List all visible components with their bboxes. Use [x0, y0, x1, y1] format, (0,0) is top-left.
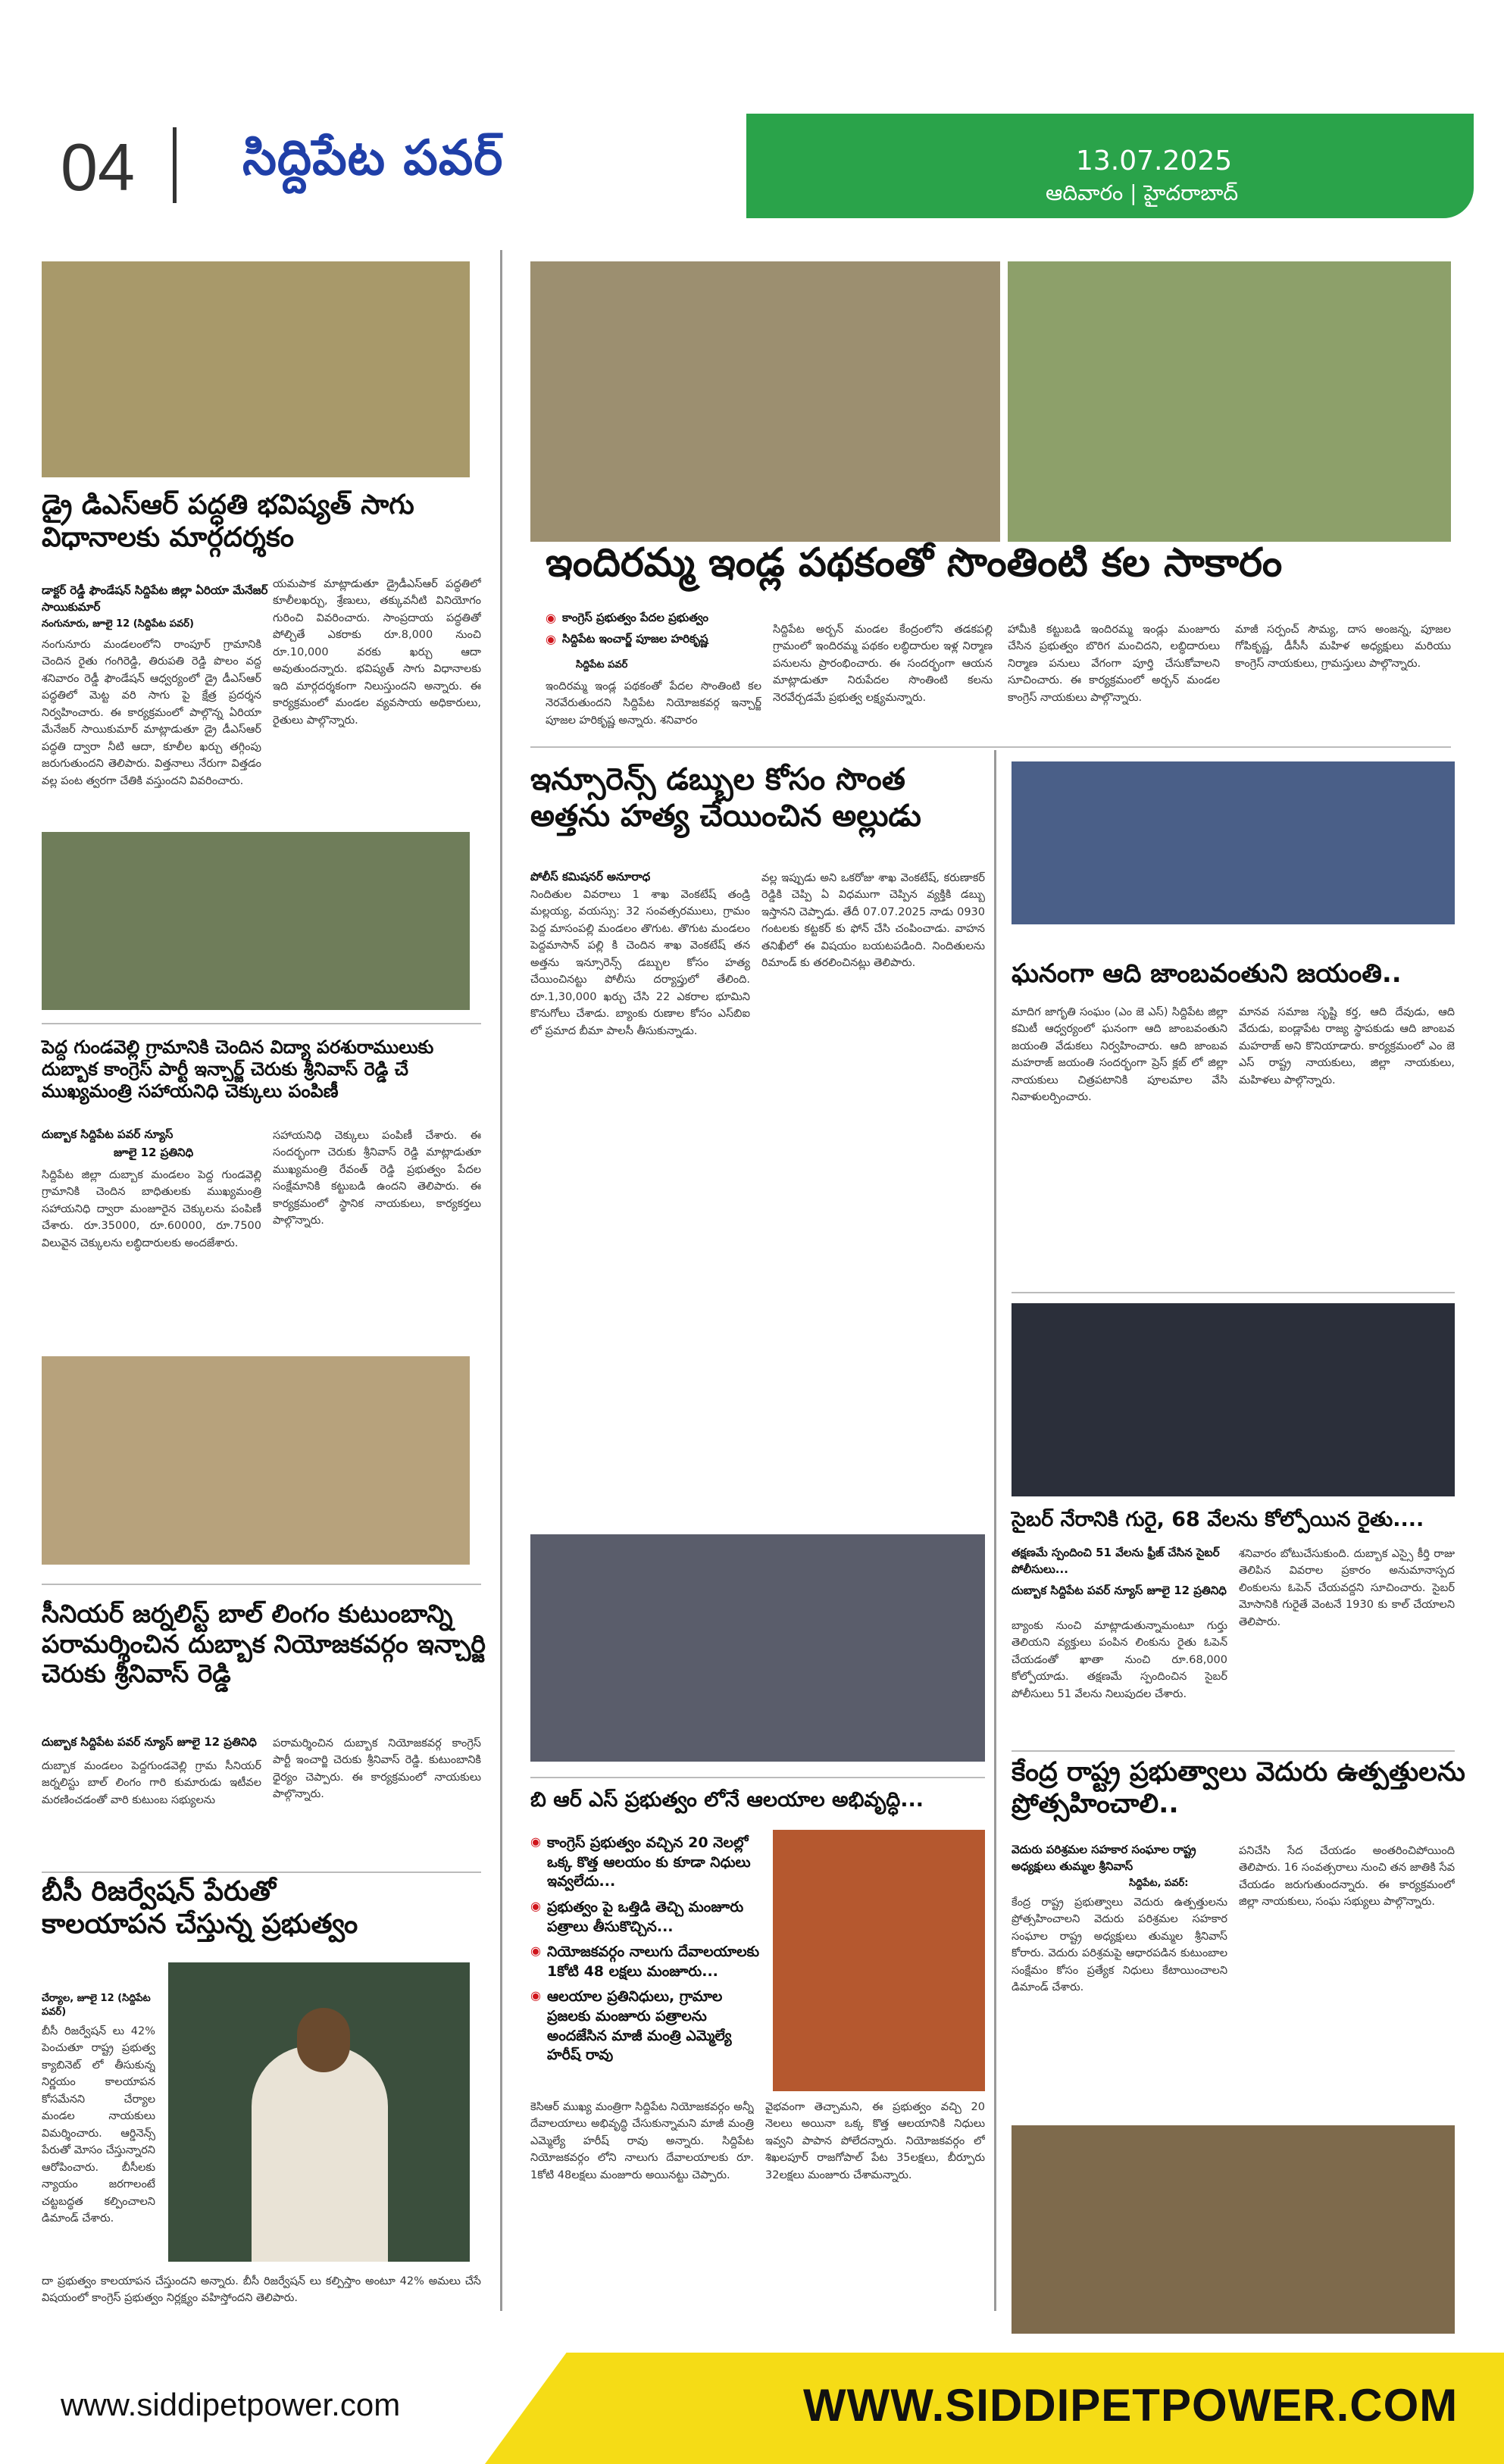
dateline-pedda: జూలై 12 ప్రతినిధి [114, 1146, 194, 1159]
indiramma-bullets [546, 610, 773, 653]
body-journalist-right: పరామర్శించిన దుబ్బాక నియోజకవర్గ కాంగ్రెస్ పార్టీ ఇంచార్జి చెరుకు శ్రీనివాస్ రెడ్డి. కుటుంబానికి ధైర్యం చెప్పారు. ఈ కార్యక్రమంలో నాయకులు పాల్గొన్నారు. [273, 1737, 481, 1801]
section-rule [42, 1023, 481, 1024]
header [0, 0, 1504, 114]
byline-cyber: దుబ్బాక సిద్దిపేట పవర్ న్యూస్ జూలై 12 ప్రతినిధి [1012, 1584, 1227, 1597]
body-indiramma-2: సిద్దిపేట అర్బన్ మండల కేంద్రంలోని తడకపల్లి గ్రామంలో ఇందిరమ్మ పథకం లబ్ధిదారుల ఇళ్ల నిర్మాణ పనులను ప్రారంభించారు. ఈ సందర్భంగా ఆయన మాట్లాడుతూ నిరుపేదల సొంతింటి కలను నెరవేర్చడమే ప్రభుత్వ లక్ష్యమన్నారు. [773, 624, 993, 704]
brs-bullets [530, 1834, 765, 2072]
section-rule [530, 746, 1451, 748]
headline-pedda: పెద్ద గుండవెల్లి గ్రామానికి చెందిన విద్యా పరశురాములుకు దుబ్బాక కాంగ్రెస్ పార్టీ ఇన్చార్జ్ చెరుకు శ్రీనివాస్ రెడ్డి చే ముఖ్యమంత్రి సహాయనిధి చెక్కులు పంపిణీ [42, 1037, 434, 1102]
body-insurance-2: వల్ల ఇప్పుడు అని ఒకరోజు శాఖ వెంకటేష్, కరుణాకర్ రెడ్డికి చెప్పి ఏ విధముగా చెప్పిన వ్యక్తికి డబ్బు ఇస్తానని చెప్పాడు. తేదీ 07.07.2025 నాడు 0930 గంటలకు కట్టకర్ కు ఫోన్ చేసి చంపించాడు. వాహన తనిఖీలో ఈ విషయం బయటపడింది. నిందితులను రిమాండ్ కు తరలించినట్లు తెలిపారు. [761, 872, 985, 970]
field-demo-photo [42, 832, 470, 1010]
body-bc: బీసీ రిజర్వేషన్ లు 42% పెంచుతూ రాష్ట్ర ప్రభుత్వ క్యాబినెట్ లో తీసుకున్న నిర్ణయం కాలయాపన కోసమేనని చేర్యాల మండల నాయకులు విమర్శించారు. ఆర్డినెన్స్ పేరుతో మోసం చేస్తున్నారని ఆరోపించారు. బీసీలకు న్యాయం జరగాలంటే చట్టబద్ధత కల్పించాలని డిమాండ్ చేశారు. [42, 2025, 155, 2225]
dateline-bamboo: సిద్దిపేట, పవర్: [1129, 1878, 1189, 1889]
speaker-head [297, 2008, 350, 2072]
dateline-indiramma: సిద్దిపేట పవర్ [576, 659, 628, 671]
dateline-bc: చేర్యాల, జూలై 12 (సిద్దిపేట పవర్) [42, 1993, 151, 2018]
indiramma-photo-2 [1008, 261, 1451, 542]
headline-cyber: సైబర్ నేరానికి గురై, 68 వేలను కోల్పోయిన రైతు.... [1012, 1508, 1424, 1531]
bullet-item: ◉ ఆలయాల ప్రతినిధులు, గ్రామాల ప్రజలకు మంజూరు పత్రాలను అందజేసిన మాజీ మంత్రి ఎమ్మెల్యే హరీష్ రావు [530, 1987, 765, 2065]
page-number-divider [173, 127, 177, 203]
section-rule [42, 1584, 481, 1585]
body-dsr-right: యమపాక మాట్లాడుతూ డ్రైడీఎస్ఆర్ పద్ధతిలో కూలీలఖర్చు, శ్రేణులు, తక్కువనీటి వినియోగం గురించి వివరించారు. సాంప్రదాయ పద్ధతితో పోల్చితే ఎకరాకు రూ.8,000 నుంచి రూ.10,000 వరకు ఖర్చు ఆదా అవుతుందన్నారు. భవిష్యత్ సాగు విధానాలకు ఇది మార్గదర్శకంగా నిలుస్తుందని అన్నారు. ఈ కార్యక్రమంలో మండల వ్యవసాయ అధికారులు, రైతులు పాల్గొన్నారు. [273, 578, 481, 727]
jayanti-group-photo [1012, 761, 1455, 924]
section-rule [530, 1777, 985, 1778]
indiramma-photo-1 [530, 261, 1000, 542]
byline-journalist: దుబ్బాక సిద్దిపేట పవర్ న్యూస్ జూలై 12 ప్రతినిధి [42, 1735, 257, 1749]
body-brs-1: కెసిఆర్ ముఖ్య మంత్రిగా సిద్దిపేట నియోజకవర్గం అన్నీ దేవాలయాలు అభివృద్ధి చేసుకున్నామని మాజీ మంత్రి ఎమ్మెల్యే హరీష్ రావు అన్నారు. సిద్దిపేట నియోజకవర్గం లోని నాలుగు దేవాలయాలకు రూ. 1కోటి 48లక్షలు మంజూరు అయినట్టు చెప్పారు. [530, 2101, 754, 2181]
column-divider [500, 250, 502, 2311]
page-number: 04 [61, 130, 135, 205]
headline-brs: బి ఆర్ ఎస్ ప్రభుత్వం లోనే ఆలయాల అభివృద్ధి... [530, 1788, 924, 1812]
section-rule [42, 1871, 481, 1873]
body-dsr-left: నంగునూరు మండలంలోని రాంపూర్ గ్రామానికి చెందిన రైతు గంగిరెడ్డి, తిరుపతి రెడ్డి పొలం వద్ద శనివారం రెడ్డీ ఫౌండేషన్ ఆధ్వర్యంలో డ్రై డీఎస్ఆర్ పద్ధతిలో మెట్ట వరి సాగు పై క్షేత్ర ప్రదర్శన నిర్వహించారు. ఈ కార్యక్రమంలో పాల్గొన్న ఏరియా మేనేజర్ సాయికుమార్ మాట్లాడుతూ డ్రై డీఎస్ఆర్ పద్ధతి ద్వారా నీటి ఆదా, కూలీల ఖర్చు తగ్గింపు జరుగుతుందని తెలిపారు. విత్తనాలు నేరుగా విత్తడం వల్ల పంట త్వరగా చేతికి వస్తుందని వివరించారు. [42, 639, 261, 787]
body-pedda-left: సిద్దిపేట జిల్లా దుబ్బాక మండలం పెద్ద గుండవెల్లి గ్రామానికి చెందిన బాధితులకు ముఖ్యమంత్రి సహాయనిధి ద్వారా మంజూరైన చెక్కులను పంపిణీ చేశారు. రూ.35000, రూ.60000, రూ.7500 విలువైన చెక్కులను లబ్ధిదారులకు అందజేశారు. [42, 1169, 261, 1249]
body-pedda-right: సహాయనిధి చెక్కులు పంపిణీ చేశారు. ఈ సందర్భంగా చెరుకు శ్రీనివాస్ రెడ్డి మాట్లాడుతూ ముఖ్యమంత్రి రేవంత్ రెడ్డి ప్రభుత్వం పేదల సంక్షేమానికి కట్టుబడి ఉందని తెలిపారు. ఈ కార్యక్రమంలో స్థానిక నాయకులు, కార్యకర్తలు పాల్గొన్నారు. [273, 1130, 481, 1227]
masthead-title: సిద్దిపేట పవర్ [242, 130, 504, 186]
body-indiramma-4: మాజీ సర్పంచ్ సౌమ్య, దాస అంజన్న, పూజల గోపికృష్ణ, డీసీసీ మహిళ అధ్యక్షులు మరియు కాంగ్రెస్ నాయకులు, గ్రామస్తులు పాల్గొన్నారు. [1235, 624, 1451, 670]
bullet-item: ◉ నియోజకవర్గం నాలుగు దేవాలయాలకు 1కోటి 48 లక్షలు మంజూరు... [530, 1943, 765, 1981]
day-place: ఆదివారం | హైదరాబాద్ [1046, 180, 1239, 205]
bullet-item: ◉ కాంగ్రెస్ ప్రభుత్వం పేదల ప్రభుత్వం [546, 610, 773, 625]
dateline-dsr: నంగునూరు, జూలై 12 (సిద్దిపేట పవర్) [42, 618, 194, 630]
byline-dsr: డాక్టర్ రెడ్డీ ఫౌండేషన్ సిద్దిపేట జిల్లా ఏరియా మేనేజర్ సాయికుమార్ [42, 583, 268, 614]
footer-site-url[interactable]: www.siddipetpower.com [61, 2387, 401, 2422]
footer-site-url-big[interactable]: WWW.SIDDIPETPOWER.COM [803, 2380, 1459, 2431]
headline-bc: బీసీ రిజర్వేషన్ పేరుతో కాలయాపన చేస్తున్న ప్రభుత్వం [42, 1876, 358, 1940]
byline-insurance: పోలీస్ కమిషనర్ అనూరాధ [530, 870, 651, 883]
bamboo-meeting-photo [1012, 2125, 1455, 2334]
body-adi-2: మానవ సమాజ సృష్టి కర్త, ఆది దేవుడు, ఆది వేదుడు, ఐండ్లాపేట రాజ్య స్థాపకుడు ఆది జాంబవ మహరాజ్ అని కొనియాడారు. కార్యక్రమంలో ఎం జె ఎస్ రాష్ట్ర నాయకులు, జిల్లా నాయకులు, మహిళలు పాల్గొన్నారు. [1239, 1006, 1455, 1087]
body-journalist-left: దుబ్బాక మండలం పెద్దగుండవెల్లి గ్రామ సీనియర్ జర్నలిస్టు బాల్ లింగం గారి కుమారుడు ఇటీవల మరణించడంతో వారి కుటుంబ సభ్యులను [42, 1760, 261, 1806]
headline-bamboo: కేంద్ర రాష్ట్ర ప్రభుత్వాలు వెదురు ఉత్పత్తులను ప్రోత్సహించాలి.. [1012, 1757, 1465, 1819]
headline-insurance: ఇన్సూరెన్స్ డబ్బుల కోసం సొంత అత్తను హత్య చేయించిన అల్లుడు [530, 762, 921, 833]
bullet-item: ◉ కాంగ్రెస్ ప్రభుత్వం వచ్చిన 20 నెలల్లో ఒక్క కొత్త ఆలయం కు కూడా నిధులు ఇవ్వలేదు... [530, 1834, 765, 1892]
body-cyber-2: శనివారం బోటుచేసుకుంది. దుబ్బాక ఎస్సై కీర్తి రాజు తెలిపిన వివరాల ప్రకారం అనుమానాస్పద లింకులను ఓపెన్ చేయవద్దని సూచించారు. సైబర్ మోసానికి గురైతే వెంటనే 1930 కు కాల్ చేయాలని తెలిపారు. [1239, 1548, 1455, 1628]
headline-journalist: సీనియర్ జర్నలిస్ట్ బాల్ లింగం కుటుంబాన్ని పరామర్శించిన దుబ్బాక నియోజకవర్గం ఇన్చార్జి చెరుకు శ్రీనివాస్ రెడ్డి [42, 1599, 486, 1689]
speaker-photo [168, 1962, 470, 2262]
byline-pedda: దుబ్బాక సిద్దిపేట పవర్ న్యూస్ [42, 1127, 174, 1141]
body-bamboo-2: పనిచేసి సేద చేయడం అంతరించిపోయింది తెలిపారు. 16 సంవత్సరాలు నుంచి తన జాతికి సేవ చేయడం జరుగుతుందన్నారు. ఈ కార్యక్రమంలో జిల్లా నాయకులు, సంఘ సభ్యులు పాల్గొన్నారు. [1239, 1845, 1455, 1909]
body-indiramma-3: హామీకి కట్టుబడి ఇందిరమ్మ ఇండ్లు మంజూరు చేసిన ప్రభుత్వం బొరిగ మంచిదని, లబ్ధిదారులు నిర్మాణ పనులు వేగంగా పూర్తి చేసుకోవాలని సూచించారు. ఈ కార్యక్రమంలో అర్బన్ మండల కాంగ్రెస్ నాయకులు పాల్గొన్నారు. [1008, 624, 1220, 704]
subhead-cyber: తక్షణమే స్పందించి 51 వేలను ఫ్రీజ్ చేసిన సైబర్ పోలీసులు... [1012, 1546, 1220, 1576]
body-cyber-1: బ్యాంకు నుంచి మాట్లాడుతున్నామంటూ గుర్తు తెలియని వ్యక్తులు పంపిన లింకును రైతు ఓపెన్ చేయడంతో ఖాతా నుంచి రూ.68,000 కోల్పోయాడు. తక్షణమే స్పందించిన సైబర్ పోలీసులు 51 వేలను నిలుపుదల చేశారు. [1012, 1620, 1227, 1700]
body-indiramma-1: ఇందిరమ్మ ఇండ్ల పథకంతో పేదల సొంతింటి కల నెరవేరుతుందని సిద్దిపేట నియోజకవర్గ ఇన్చార్జ్ పూజల హరికృష్ణ అన్నారు. శనివారం [546, 680, 761, 727]
body-bamboo-1: కేంద్ర రాష్ట్ర ప్రభుత్వాలు వెదురు ఉత్పత్తులను ప్రోత్సహించాలని వెదురు పరిశ్రమల సహకార సంఘాల రాష్ట్ర అధ్యక్షులు తుమ్మల శ్రీనివాస్ కోరారు. వెదురు పరిశ్రమపై ఆధారపడిన కుటుంబాల సంక్షేమం కోసం ప్రత్యేక నిధులు కేటాయించాలని డిమాండ్ చేశారు. [1012, 1896, 1227, 1994]
seed-drill-photo [42, 261, 470, 477]
column-divider [994, 750, 996, 2311]
headline-indiramma: ఇందిరమ్మ ఇండ్ల పథకంతో సొంతింటి కల సాకారం [546, 540, 1283, 586]
bullet-item: ◉ సిద్దిపేట ఇంచార్జ్ పూజల హరికృష్ణ [546, 631, 773, 646]
temple-ceremony-photo [773, 1830, 985, 2091]
cheque-distribution-photo [42, 1356, 470, 1565]
headline-dsr: డ్రై డిఎస్ఆర్ పద్ధతి భవిష్యత్ సాగు విధానాలకు మార్గదర్శకం [42, 489, 414, 554]
section-rule [1012, 1292, 1455, 1293]
byline-bamboo: వెదురు పరిశ్రమల సహకార సంఘాల రాష్ట్ర అధ్యక్షులు తుమ్మల శ్రీనివాస్ [1012, 1843, 1196, 1873]
cyber-police-photo [1012, 1303, 1455, 1496]
headline-adi: ఘనంగా ఆది జాంబవంతుని జయంతి.. [1012, 958, 1402, 989]
section-rule [1012, 1750, 1455, 1752]
body-brs-2: వైభవంగా తెచ్చామని, ఈ ప్రభుత్వం వచ్చి 20 నెలలు అయినా ఒక్క కొత్త ఆలయానికి నిధులు ఇవ్వని పాపాన పోలేదన్నారు. నియోజకవర్గం లో శిఖలపూర్ రాజగోపాల్ పేట 35లక్షలు, బీర్పూరు 32లక్షలు మంజూరు చేశామన్నారు. [765, 2101, 985, 2181]
bullet-item: ◉ ప్రభుత్వం పై ఒత్తిడి తెచ్చి మంజూరు పత్రాలు తీసుకొచ్చిన... [530, 1898, 765, 1937]
speaker-figure [252, 2046, 388, 2262]
issue-date: 13.07.2025 [1076, 145, 1233, 177]
body-insurance-1: నిందితుల వివరాలు 1 శాఖ వెంకటేష్ తండ్రి మల్లయ్య, వయస్సు: 32 సంవత్సరములు, గ్రామం పెద్ద మాసంపల్లి మండలం తొగుట. తొగుట మండలం పెద్దమాసాన్ పల్లి కి చెందిన శాఖ వెంకటేష్ తన అత్తను ఇన్సూరెన్స్ డబ్బుల కోసం హత్య చేయించినట్టు పోలీసు దర్యాప్తులో తేలింది. రూ.1,30,000 ఖర్చు చేసి 22 ఎకరాల భూమిని కొనుగోలు చేశాడు. బ్యాంకు రుణాల కోసం ఎస్‌బిఐ లో ప్రమాద బీమా పాలసీ తీసుకున్నాడు. [530, 889, 750, 1037]
police-press-photo [530, 1534, 985, 1762]
body-adi-1: మాదిగ జాగృతి సంఘం (ఎం జె ఎస్) సిద్దిపేట జిల్లా కమిటీ ఆధ్వర్యంలో ఘనంగా ఆది జాంబవంతుని జయంతి వేడుకలు నిర్వహించారు. ఆది జాంబవ మహరాజ్ జయంతి సందర్భంగా ప్రెస్ క్లబ్ లో జిల్లా నాయకులు చిత్రపటానికి పూలమాల వేసి నివాళులర్పించారు. [1012, 1006, 1227, 1104]
body-bc-bottom: దా ప్రభుత్వం కాలయాపన చేస్తుందని అన్నారు. బీసీ రిజర్వేషన్ లు కల్పిస్తాం అంటూ 42% అమలు చేసే విషయంలో కాంగ్రెస్ ప్రభుత్వం నిర్లక్ష్యం వహిస్తోందని తెలిపారు. [42, 2275, 481, 2305]
